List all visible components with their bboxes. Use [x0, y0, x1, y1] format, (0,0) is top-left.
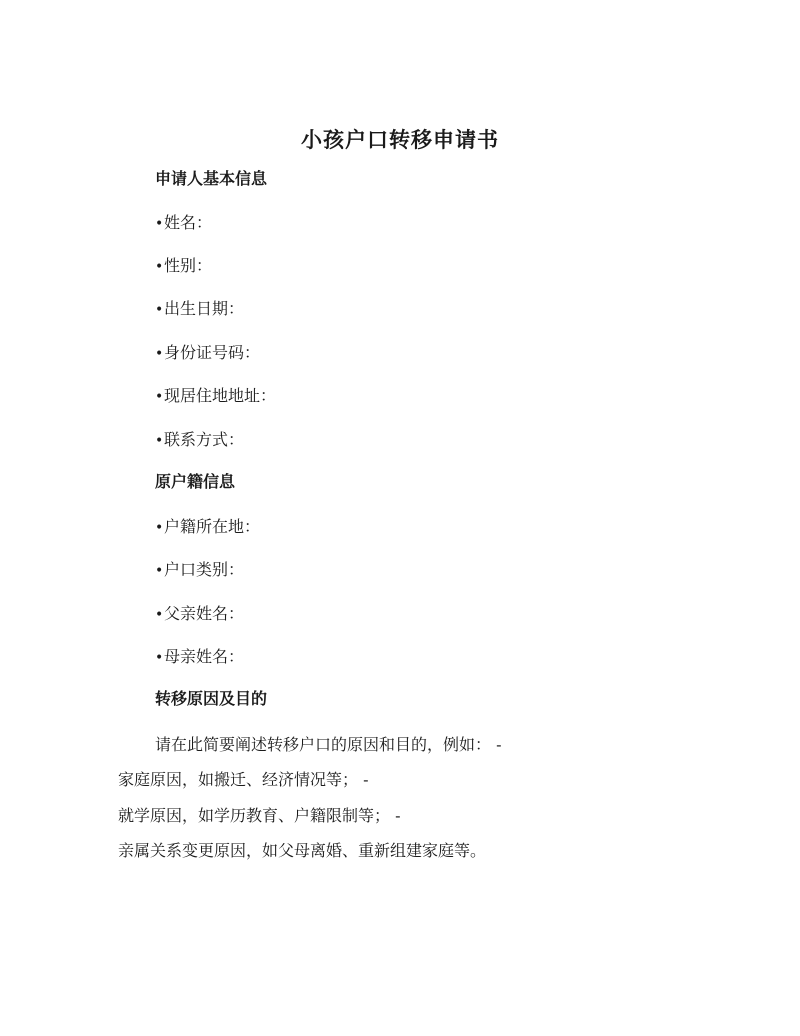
field-label: 姓名：: [164, 213, 213, 232]
field-label: 性别：: [164, 256, 213, 275]
reason-paragraph-line: 请在此简要阐述转移户口的原因和目的，例如： -: [155, 735, 502, 754]
field-name: [155, 210, 212, 233]
field-gender: [155, 253, 212, 276]
bullet: •: [155, 302, 164, 318]
bullet: •: [155, 346, 164, 362]
bullet: •: [155, 389, 164, 405]
bullet: •: [155, 607, 164, 623]
section-heading-transfer-reason: 转移原因及目的: [155, 689, 268, 708]
field-mother-name: [155, 644, 244, 667]
field-label: 联系方式：: [164, 430, 245, 449]
section-heading-applicant-info: 申请人基本信息: [155, 169, 268, 188]
field-father-name: [155, 601, 244, 624]
field-label: 出生日期：: [164, 299, 245, 318]
field-label: 父亲姓名：: [164, 604, 245, 623]
bullet: •: [155, 259, 164, 275]
field-birth-date: [155, 296, 244, 319]
field-current-address: [155, 383, 276, 406]
bullet: •: [155, 563, 164, 579]
field-registration-location: [155, 514, 260, 537]
bullet: •: [155, 433, 164, 449]
reason-paragraph-line: 就学原因，如学历教育、户籍限制等； -: [118, 806, 401, 825]
field-label: 户口类别：: [164, 560, 245, 579]
field-registration-type: [155, 557, 244, 580]
reason-paragraph-line: 家庭原因，如搬迁、经济情况等； -: [118, 770, 369, 789]
bullet: •: [155, 216, 164, 232]
field-label: 现居住地地址：: [164, 386, 277, 405]
document-title: 小孩户口转移申请书: [301, 127, 499, 152]
field-id-number: [155, 340, 260, 363]
field-label: 身份证号码：: [164, 343, 261, 362]
field-label: 户籍所在地：: [164, 517, 261, 536]
bullet: •: [155, 650, 164, 666]
reason-paragraph-line: 亲属关系变更原因，如父母离婚、重新组建家庭等。: [118, 841, 487, 860]
field-contact: [155, 427, 244, 450]
field-label: 母亲姓名：: [164, 647, 245, 666]
section-heading-origin-registration: 原户籍信息: [155, 472, 236, 491]
bullet: •: [155, 520, 164, 536]
